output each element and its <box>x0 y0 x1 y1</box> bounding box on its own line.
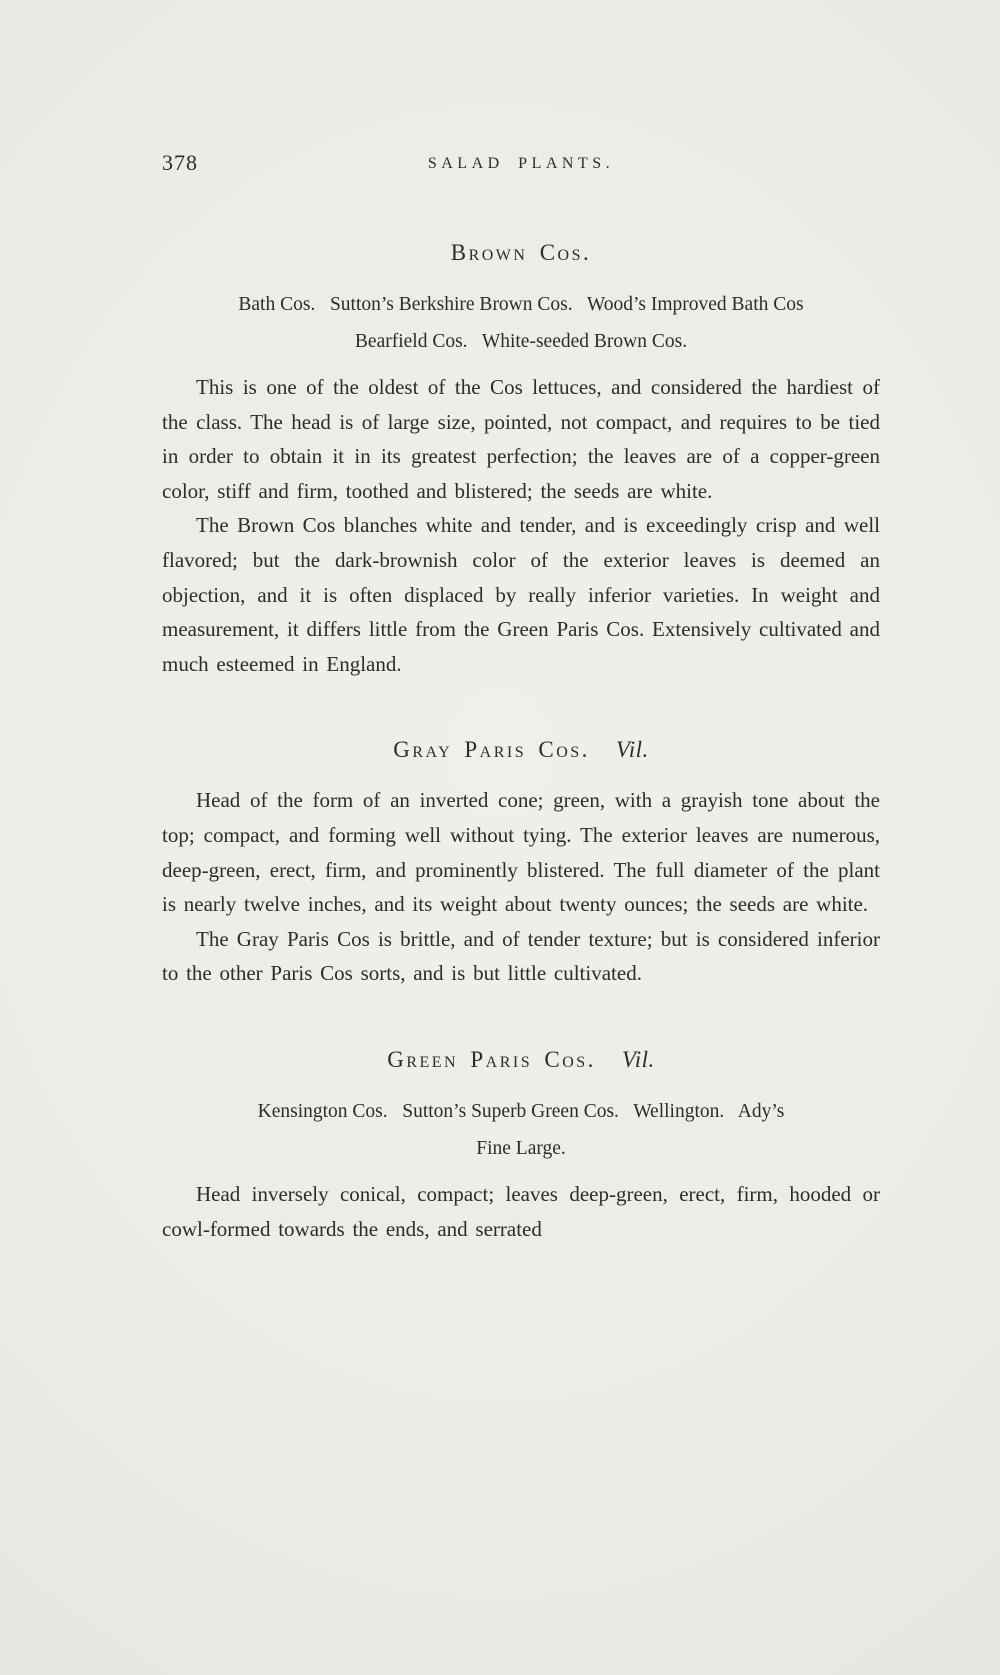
section-brown-cos <box>162 240 880 681</box>
section-heading <box>162 737 880 763</box>
synonym-list <box>162 286 880 360</box>
section-body <box>162 783 880 991</box>
body-paragraph: The Brown Cos blanches white and tender, and is exceedingly crisp and well flavored; but the dark-brownish color of the exterior leaves is deemed an objection, and it is often displaced by really inferior varieties. In weight and measurement, it differs little from the Green Paris Cos. Extensively cultivated and much esteemed in England. <box>162 513 880 676</box>
page-content <box>162 150 880 1246</box>
section-body <box>162 1177 880 1246</box>
section-heading-authority: Vil. <box>615 737 649 763</box>
section-heading-text: Green Paris Cos. <box>387 1046 596 1072</box>
synonym-line: Kensington Cos. Sutton’s Superb Green Cos. Wellington. Ady’s <box>257 1100 785 1122</box>
section-heading-authority: Vil. <box>621 1046 655 1072</box>
page-number: 378 <box>162 150 198 175</box>
synonym-line: Fine Large. <box>476 1137 566 1159</box>
section-heading <box>162 1047 880 1073</box>
running-head <box>162 150 880 184</box>
body-paragraph: Head inversely conical, compact; leaves deep-green, erect, firm, hooded or cowl-formed towards the ends, and serrated <box>162 1181 880 1241</box>
synonym-line: Bearfield Cos. White-seeded Brown Cos. <box>354 331 688 352</box>
synonym-list <box>162 1093 880 1167</box>
synonym-line: Bath Cos. Sutton’s Berkshire Brown Cos. Wood’s Improved Bath Cos <box>238 294 804 315</box>
section-heading <box>162 240 880 266</box>
section-heading-text: Gray Paris Cos. <box>393 737 590 763</box>
running-header-title: SALAD PLANTS. <box>427 155 615 172</box>
body-paragraph: The Gray Paris Cos is brittle, and of tender texture; but is considered inferior to the other Paris Cos sorts, and is but little cultivated. <box>162 926 880 986</box>
section-body <box>162 370 880 681</box>
body-paragraph: Head of the form of an inverted cone; green, with a grayish tone about the top; compact, and forming well without tying. The exterior leaves are numerous, deep-green, erect, firm, and prominently blistered. The full diameter of the plant is nearly twelve inches, and its weight about twenty ounces; the seeds are white. <box>162 788 880 917</box>
section-green-paris-cos <box>162 1047 880 1246</box>
section-heading-text: Brown Cos. <box>450 240 592 265</box>
section-gray-paris-cos <box>162 737 880 991</box>
body-paragraph: This is one of the oldest of the Cos lettuces, and considered the hardiest of the class. The head is of large size, pointed, not compact, and requires to be tied in order to obtain it in its greatest perfection; the leaves are of a copper-green color, stiff and firm, toothed and blistered; the seeds are white. <box>162 375 880 503</box>
